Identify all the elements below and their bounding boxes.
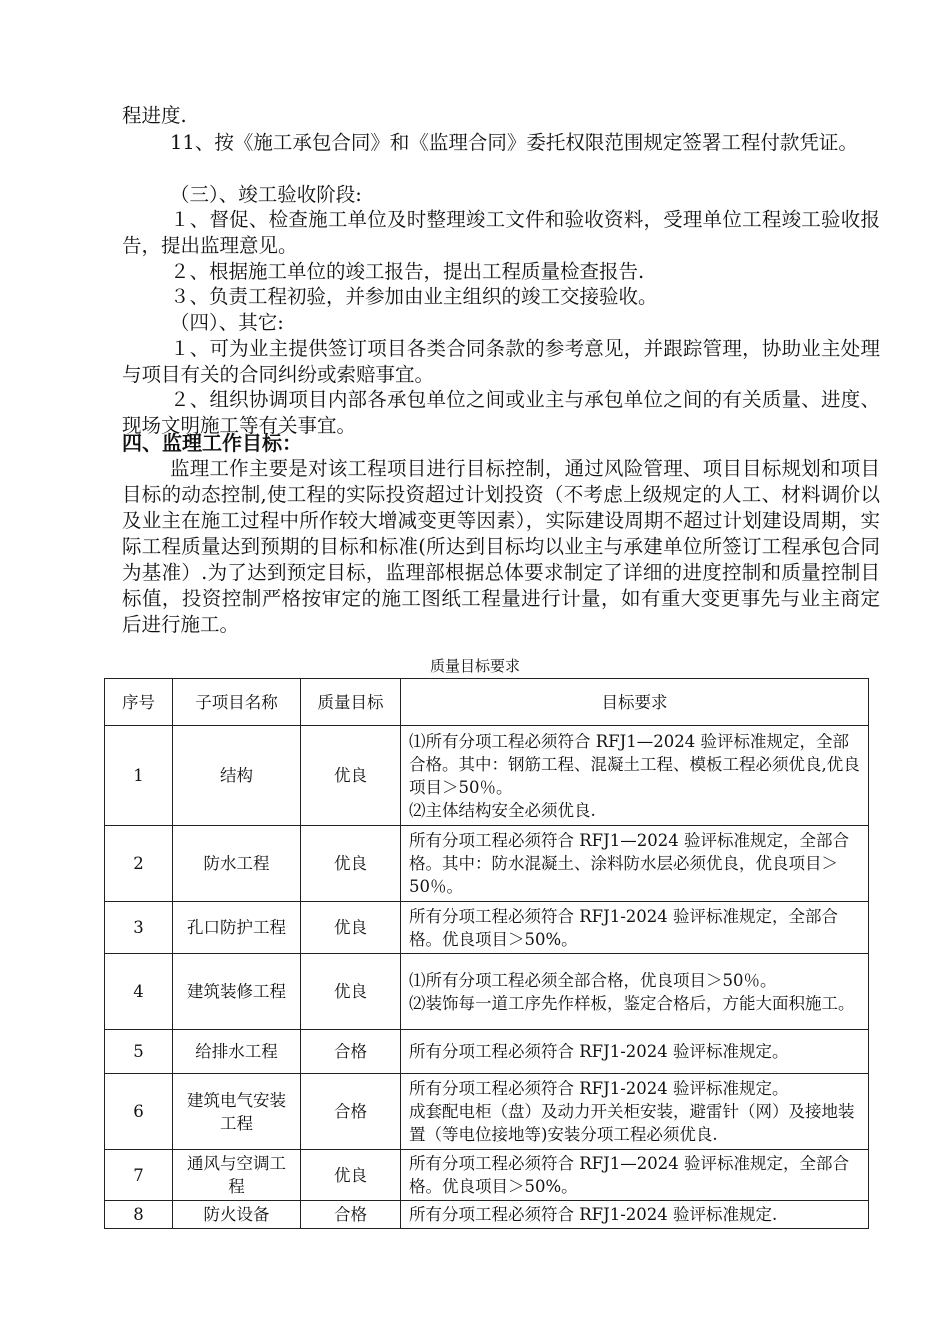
requirement-line: 所有分项工程必须符合 RFJ1-2024 验评标准规定，全部合格。优良项目＞50%。 (409, 906, 839, 949)
row-goal: 优良 (301, 826, 401, 902)
section-heading: 四、监理工作目标： (122, 431, 302, 455)
row-name: 结构 (173, 726, 301, 826)
row-goal: 优良 (301, 1150, 401, 1201)
requirement-line: ⑴所有分项工程必须符合 RFJ1—2024 验评标准规定，全部合格。其中：钢筋工程、混凝土工程、模板工程必须优良,优良项目＞50％。 (409, 731, 860, 797)
row-no: 3 (105, 902, 173, 954)
row-no: 4 (105, 954, 173, 1030)
row-requirement (401, 1150, 869, 1201)
paragraph-8: ２、组织协调项目内部各承包单位之间或业主与承包单位之间的有关质量、进度、现场文明施工等有关事宜。 (122, 388, 880, 437)
section-body: 监理工作主要是对该工程项目进行目标控制，通过风险管理、项目目标规划和项目目标的动态控制,使工程的实际投资超过计划投资（不考虑上级规定的人工、材料调价以及业主在施工过程中所作较大增减变更等因素），实际建设周期不超过计划建设周期，实际工程质量达到预期的目标和标准(所达到目标均以业主与承建单位所签订工程承包合同为基准）.为了达到预定目标，监理部根据总体要求制定了详细的进度控制和质量控制目标值，投资控制严格按审定的施工图纸工程量进行计量，如有重大变更事先与业主商定后进行施工。 (122, 457, 880, 636)
row-requirement (401, 726, 869, 826)
table-row (105, 726, 869, 826)
row-requirement (401, 1201, 869, 1229)
header-no: 序号 (105, 679, 173, 726)
row-requirement (401, 1030, 869, 1074)
table-row (105, 902, 869, 954)
table-caption: 质量目标要求 (429, 657, 520, 675)
row-requirement (401, 954, 869, 1030)
requirement-line: ⑵装饰每一道工序先作样板，鉴定合格后，方能大面积施工。 (409, 993, 855, 1013)
row-no: 8 (105, 1201, 173, 1229)
requirement-line: 成套配电柜（盘）及动力开关柜安装，避雷针（网）及接地装置（等电位接地等)安装分项工程必须优良. (409, 1102, 855, 1144)
row-name: 防水工程 (173, 826, 301, 902)
table-row (105, 954, 869, 1030)
row-requirement (401, 902, 869, 954)
requirement-line: 所有分项工程必须符合 RFJ1-2024 验评标准规定。 (409, 1042, 789, 1061)
table-row (105, 1030, 869, 1074)
quality-goals-table (104, 678, 869, 1229)
row-name: 通风与空调工程 (173, 1150, 301, 1201)
header-name: 子项目名称 (173, 679, 301, 726)
row-no: 7 (105, 1150, 173, 1201)
row-requirement (401, 826, 869, 902)
paragraph-3: １、督促、检查施工单位及时整理竣工文件和验收资料，受理单位工程竣工验收报告，提出监理意见。 (122, 208, 880, 257)
row-name: 建筑装修工程 (173, 954, 301, 1030)
table-row (105, 1201, 869, 1229)
row-goal: 合格 (301, 1030, 401, 1074)
row-goal: 优良 (301, 902, 401, 954)
row-no: 1 (105, 726, 173, 826)
row-name: 防火设备 (173, 1201, 301, 1229)
paragraph-1: 11、按《施工承包合同》和《监理合同》委托权限范围规定签署工程付款凭证。 (170, 131, 858, 154)
header-requirement: 目标要求 (401, 679, 869, 726)
paragraph-2: （三）、竣工验收阶段: (170, 183, 362, 206)
requirement-line: 所有分项工程必须符合 RFJ1-2024 验评标准规定。 (409, 1079, 789, 1098)
paragraph-7: １、可为业主提供签订项目各类合同条款的参考意见，并跟踪管理，协助业主处理与项目有关的合同纠纷或索赔事宜。 (122, 337, 880, 386)
row-name: 孔口防护工程 (173, 902, 301, 954)
paragraph-0: 程进度. (122, 104, 187, 127)
header-goal: 质量目标 (301, 679, 401, 726)
requirement-line: 所有分项工程必须符合 RFJ1-2024 验评标准规定. (409, 1205, 778, 1224)
row-no: 6 (105, 1074, 173, 1150)
row-goal: 优良 (301, 954, 401, 1030)
row-goal: 优良 (301, 726, 401, 826)
requirement-line: 所有分项工程必须符合 RFJ1—2024 验评标准规定，全部合格。优良项目＞50%。 (409, 1154, 849, 1196)
requirement-line: ⑵主体结构安全必须优良. (409, 800, 596, 820)
requirement-line: ⑴所有分项工程必须全部合格，优良项目＞50％。 (409, 970, 777, 990)
row-no: 2 (105, 826, 173, 902)
table-header-row (105, 679, 869, 726)
row-goal: 合格 (301, 1201, 401, 1229)
table-row (105, 1150, 869, 1201)
row-name: 建筑电气安装工程 (173, 1074, 301, 1150)
table-row (105, 826, 869, 902)
paragraph-5: ３、负责工程初验，并参加由业主组织的竣工交接验收。 (170, 285, 658, 308)
row-name: 给排水工程 (173, 1030, 301, 1074)
paragraph-6: （四）、其它: (170, 311, 284, 334)
row-goal: 合格 (301, 1074, 401, 1150)
requirement-line: 所有分项工程必须符合 RFJ1—2024 验评标准规定，全部合格。其中：防水混凝土、涂料防水层必须优良，优良项目＞50％。 (409, 831, 849, 896)
table-row (105, 1074, 869, 1150)
row-requirement (401, 1074, 869, 1150)
row-no: 5 (105, 1030, 173, 1074)
paragraph-4: ２、根据施工单位的竣工报告，提出工程质量检查报告. (170, 260, 645, 283)
